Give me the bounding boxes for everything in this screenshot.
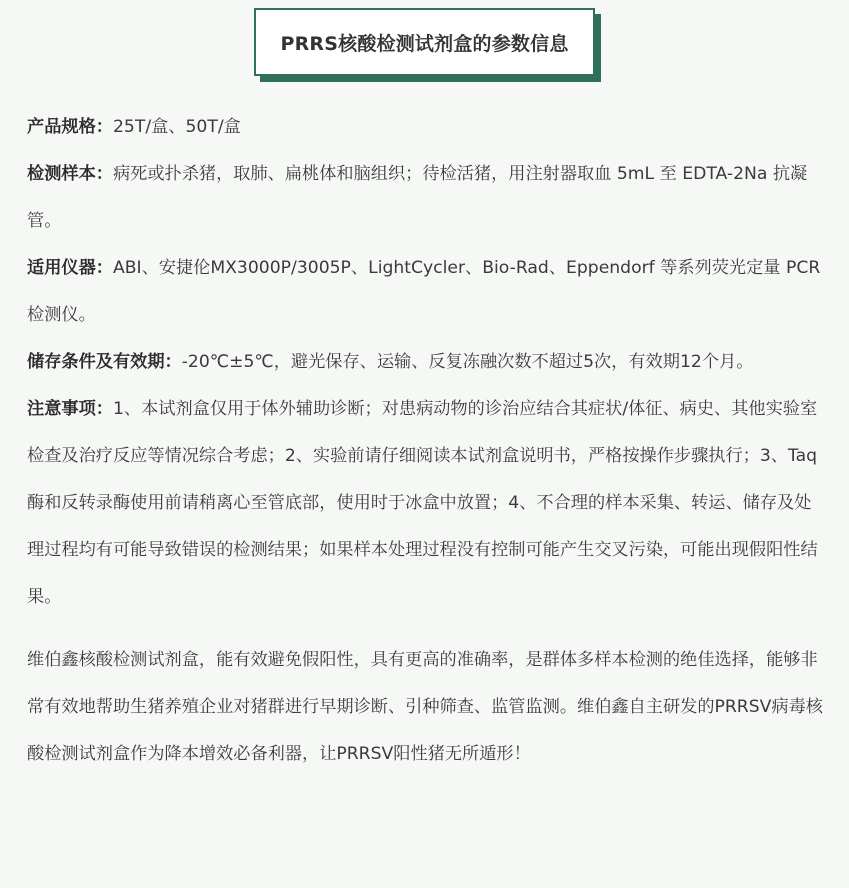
spec-storage bbox=[27, 339, 827, 386]
spec-label: 适用仪器： bbox=[27, 258, 113, 278]
spec-value: 病死或扑杀猪，取肺、扁桃体和脑组织；待检活猪，用注射器取血 5mL 至 EDTA-2Na 抗凝管。 bbox=[27, 164, 808, 231]
spec-value: -20℃±5℃，避光保存、运输、反复冻融次数不超过5次，有效期12个月。 bbox=[181, 352, 754, 372]
summary-paragraph: 维伯鑫核酸检测试剂盒，能有效避免假阳性，具有更高的准确率，是群体多样本检测的绝佳选择，能够非常有效地帮助生猪养殖企业对猪群进行早期诊断、引种筛查、监管监测。维伯鑫自主研发的PRRSV病毒核酸检测试剂盒作为降本增效必备利器，让PRRSV阳性猪无所遁形！ bbox=[27, 650, 823, 764]
title-banner bbox=[254, 8, 595, 76]
spec-value: ABI、安捷伦MX3000P/3005P、LightCycler、Bio-Rad、Eppendorf 等系列荧光定量 PCR 检测仪。 bbox=[27, 258, 821, 325]
spec-value: 1、本试剂盒仅用于体外辅助诊断；对患病动物的诊治应结合其症状/体征、病史、其他实验室检查及治疗反应等情况综合考虑；2、实验前请仔细阅读本试剂盒说明书，严格按操作步骤执行；3、Taq酶和反转录酶使用前请稍离心至管底部，使用时于冰盒中放置；4、不合理的样本采集、转运、储存及处理过程均有可能导致错误的检测结果；如果样本处理过程没有控制可能产生交叉污染，可能出现假阳性结果。 bbox=[27, 399, 818, 607]
spec-sample bbox=[27, 151, 827, 245]
page-title: PRRS核酸检测试剂盒的参数信息 bbox=[280, 32, 569, 55]
spec-instruments bbox=[27, 245, 827, 339]
spec-notes bbox=[27, 386, 827, 621]
spec-label: 注意事项： bbox=[27, 399, 113, 419]
spec-label: 产品规格： bbox=[27, 117, 113, 137]
article-body bbox=[27, 104, 827, 778]
spec-label: 检测样本： bbox=[27, 164, 113, 184]
title-box bbox=[254, 8, 595, 76]
spec-label: 储存条件及有效期： bbox=[27, 352, 182, 372]
paragraph-gap bbox=[27, 621, 827, 637]
spec-value: 25T/盒、50T/盒 bbox=[112, 117, 241, 137]
spec-product-size bbox=[27, 104, 827, 151]
